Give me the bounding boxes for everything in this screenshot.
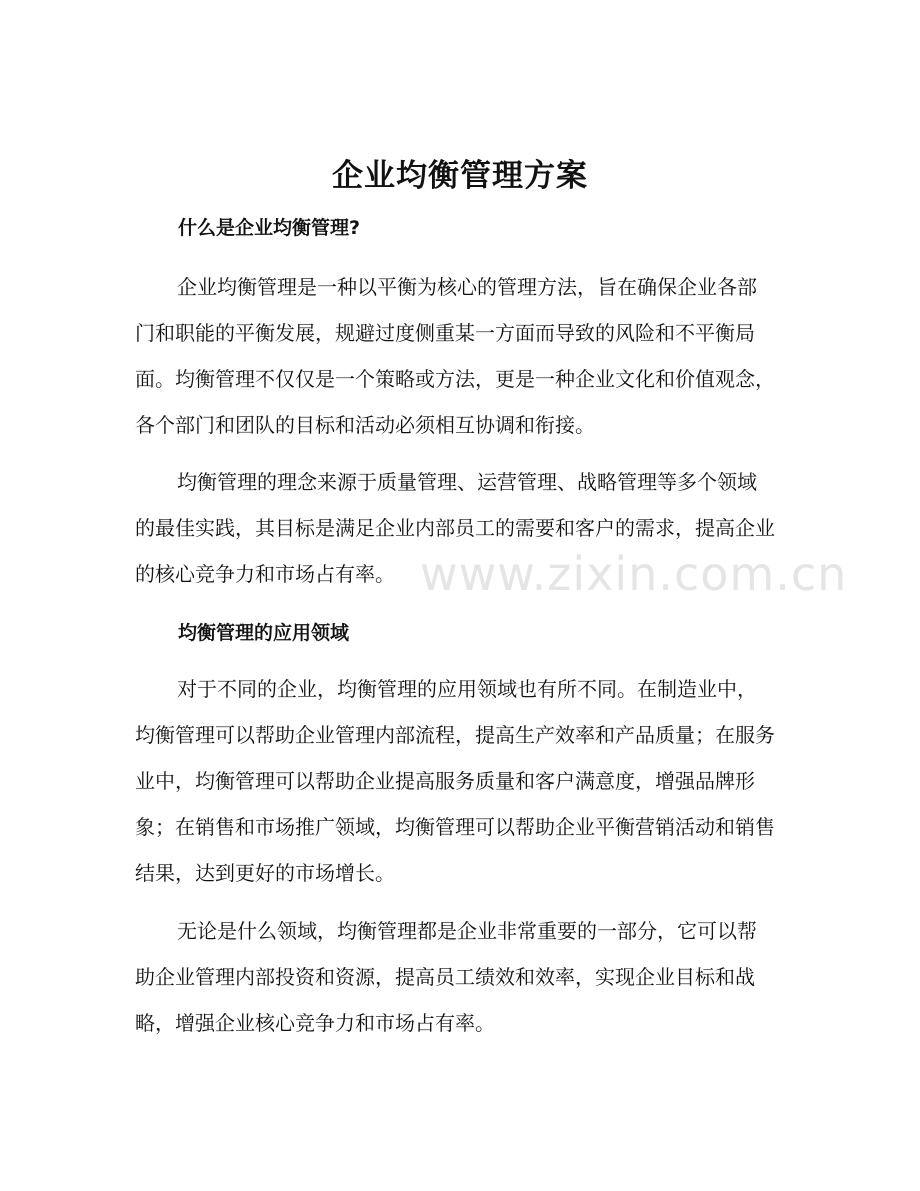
document-title: 企业均衡管理方案 — [332, 158, 588, 194]
paragraph-applications: 对于不同的企业，均衡管理的应用领域也有所不同。在制造业中，均衡管理可以帮助企业管理内部流程，提高生产效率和产品质量；在服务业中，均衡管理可以帮助企业提高服务质量和客户满意度，增强品牌形象；在销售和市场推广领域，均衡管理可以帮助企业平衡营销活动和销售结果，达到更好的市场增长。 — [135, 677, 775, 885]
paragraph-definition: 企业均衡管理是一种以平衡为核心的管理方法，旨在确保企业各部门和职能的平衡发展，规避过度侧重某一方面而导致的风险和不平衡局面。均衡管理不仅仅是一个策略或方法，更是一种企业文化和价值观念，各个部门和团队的目标和活动必须相互协调和衔接。 — [135, 275, 775, 437]
section-heading-applications: 均衡管理的应用领域 — [178, 622, 350, 644]
paragraph-conclusion: 无论是什么领域，均衡管理都是企业非常重要的一部分，它可以帮助企业管理内部投资和资源，提高员工绩效和效率，实现企业目标和战略，增强企业核心竞争力和市场占有率。 — [135, 919, 757, 1035]
watermark-text: www.zixin.com.cn — [420, 547, 848, 601]
paragraph-origin: 均衡管理的理念来源于质量管理、运营管理、战略管理等多个领域的最佳实践，其目标是满足企业内部员工的需要和客户的需求，提高企业的核心竞争力和市场占有率。 — [135, 470, 775, 586]
section-heading-what-is: 什么是企业均衡管理? — [178, 217, 361, 239]
